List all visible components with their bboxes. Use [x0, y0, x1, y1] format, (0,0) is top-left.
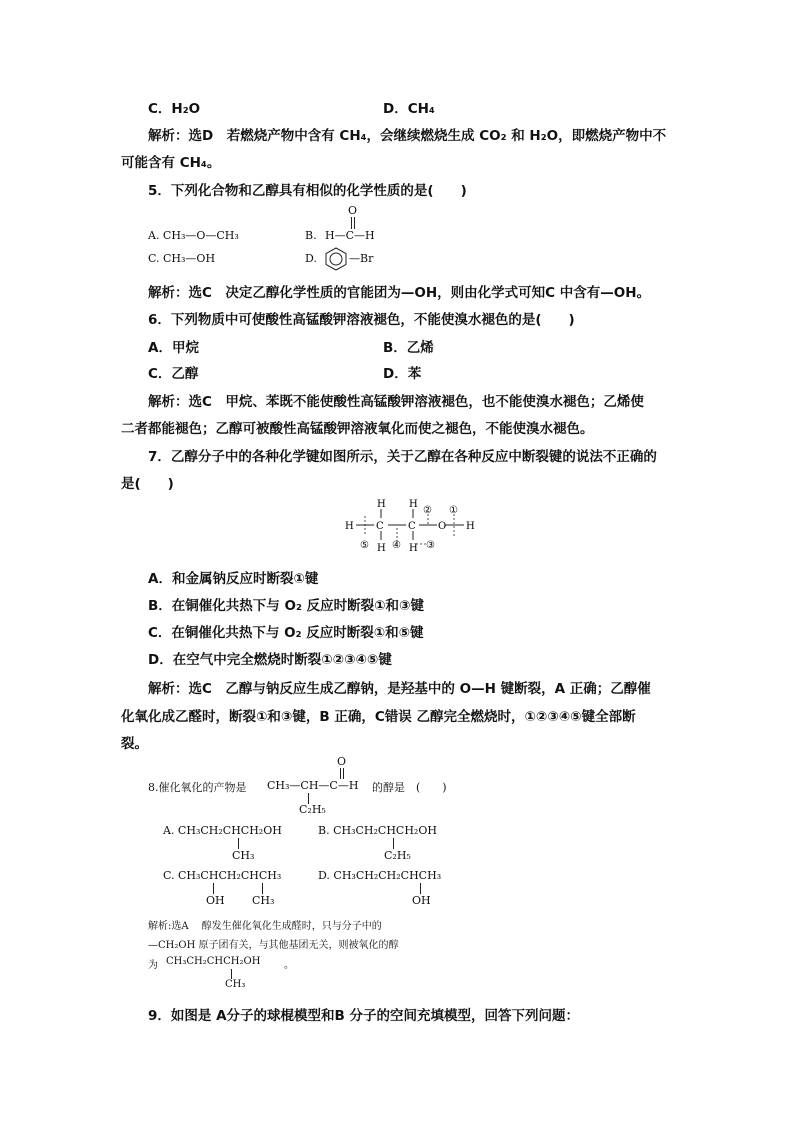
q8-explanation-branch — [231, 969, 233, 979]
q8-explanation-line3-prefix: 为 — [148, 960, 158, 971]
q6-explanation-line2: 二者都能褪色；乙醇可被酸性高锰酸钾溶液氧化而使之褪色，不能使溴水褪色。 — [121, 421, 594, 437]
q8-stem-double-bond-2 — [343, 768, 345, 779]
q8-option-c-substituent-1: OH — [206, 894, 225, 907]
atom-h: H — [466, 521, 475, 532]
q4-explanation-line1: 解析：选D 若燃烧产物中含有 CH₄，会继续燃烧生成 CO₂ 和 H₂O，即燃烧产物中不 — [148, 128, 667, 144]
q8-option-b-branch — [393, 838, 395, 849]
q8-option-d-substituent: OH — [412, 894, 431, 907]
atom-h: H — [377, 499, 386, 510]
atom-o: O — [438, 521, 447, 532]
q7-option-a: A．和金属钠反应时断裂①键 — [148, 571, 319, 587]
ethanol-bond-diagram — [340, 496, 485, 556]
q4-explanation-line2: 可能含有 CH₄。 — [121, 155, 221, 171]
q6-explanation-line1: 解析：选C 甲烷、苯既不能使酸性高锰酸钾溶液褪色，也不能使溴水褪色；乙烯使 — [148, 394, 644, 410]
q4-option-c: C．H₂O — [148, 101, 201, 117]
q5-option-d-br: —Br — [349, 252, 374, 265]
q7-explanation-line2: 化氧化成乙醛时，断裂①和③键，B 正确，C错误 乙醇完全燃烧时，①②③④⑤键全部断 — [121, 709, 636, 725]
bond-number-2: ② — [423, 505, 432, 516]
atom-h: H — [345, 521, 354, 532]
q8-option-c: C. CH₃CHCH₂CHCH₃ — [163, 869, 282, 882]
benzene-ring-icon — [323, 246, 349, 272]
q8-explanation-formula: CH₃CH₂CHCH₂OH — [166, 956, 261, 967]
q8-explanation-line3-suffix: 。 — [284, 960, 294, 971]
q8-stem-substituent: C₂H₅ — [299, 803, 326, 816]
q8-option-d-branch — [420, 883, 422, 894]
atom-h: H — [409, 543, 418, 554]
q5-option-d-label: D. — [305, 252, 317, 265]
atom-h: H — [409, 499, 418, 510]
q8-stem-formula: CH₃—CH—C—H — [267, 779, 359, 792]
q8-stem-double-bond — [340, 768, 342, 779]
q8-stem-prefix: 8.催化氧化的产物是 — [148, 781, 247, 794]
q8-explanation-line1: 解析:选A 醇发生催化氧化生成醛时，只与分子中的 — [148, 921, 382, 932]
bond-number-4: ④ — [392, 540, 401, 551]
q6-stem: 6．下列物质中可使酸性高锰酸钾溶液褪色，不能使溴水褪色的是( ) — [148, 312, 575, 328]
q8-option-b: B. CH₃CH₂CHCH₂OH — [318, 824, 437, 837]
q8-option-a: A. CH₃CH₂CHCH₂OH — [163, 824, 282, 837]
q6-option-a: A．甲烷 — [148, 340, 199, 356]
q8-stem-oxygen: O — [337, 755, 347, 768]
q5-option-b-formula: H—C—H — [325, 229, 375, 242]
q7-option-d: D．在空气中完全燃烧时断裂①②③④⑤键 — [148, 652, 392, 668]
q8-option-c-branch-1 — [213, 883, 215, 894]
q7-explanation-line1: 解析：选C 乙醇与钠反应生成乙醇钠，是羟基中的 O—H 键断裂，A 正确；乙醇催 — [148, 681, 651, 697]
q5-option-b-double-bond-2 — [354, 217, 356, 229]
q7-stem-line1: 7．乙醇分子中的各种化学键如图所示，关于乙醇在各种反应中断裂键的说法不正确的 — [148, 449, 657, 465]
q7-option-c: C．在铜催化共热下与 O₂ 反应时断裂①和⑤键 — [148, 625, 424, 641]
bond-number-5: ⑤ — [360, 540, 369, 551]
q8-stem-suffix: 的醇是 ( ) — [372, 781, 447, 794]
q9-stem: 9．如图是 A分子的球棍模型和B 分子的空间充填模型，回答下列问题： — [148, 1008, 580, 1024]
atom-h: H — [377, 543, 386, 554]
q4-option-d: D．CH₄ — [383, 101, 435, 117]
bond-number-3: ③ — [426, 540, 435, 551]
q6-option-d: D．苯 — [383, 366, 422, 382]
q8-option-b-substituent: C₂H₅ — [384, 849, 411, 862]
q5-option-b-double-bond — [351, 217, 353, 229]
q5-option-c: C. CH₃—OH — [148, 252, 216, 265]
q5-stem: 5．下列化合物和乙醇具有相似的化学性质的是( ) — [148, 183, 467, 199]
q7-option-b: B．在铜催化共热下与 O₂ 反应时断裂①和③键 — [148, 598, 424, 614]
q6-option-b: B．乙烯 — [383, 340, 434, 356]
q8-option-d: D. CH₃CH₂CH₂CHCH₃ — [318, 869, 442, 882]
atom-c1: C — [376, 521, 384, 532]
q8-explanation-substituent: CH₃ — [225, 979, 246, 990]
q7-stem-line2: 是( ) — [121, 476, 174, 492]
q8-option-c-substituent-2: CH₃ — [252, 894, 275, 907]
q5-option-b-oxygen: O — [348, 204, 358, 217]
q8-option-a-branch — [238, 838, 240, 849]
q8-option-a-substituent: CH₃ — [232, 849, 255, 862]
q6-option-c: C．乙醇 — [148, 366, 199, 382]
q7-explanation-line3: 裂。 — [121, 736, 148, 752]
q5-explanation: 解析：选C 决定乙醇化学性质的官能团为—OH，则由化学式可知C 中含有—OH。 — [148, 285, 651, 301]
q5-option-b-label: B. — [305, 229, 317, 242]
atom-c2: C — [408, 521, 416, 532]
q5-option-a: A. CH₃—O—CH₃ — [148, 229, 239, 242]
q8-option-c-branch-2 — [262, 883, 264, 894]
bond-number-1: ① — [449, 505, 458, 516]
q8-explanation-line2: —CH₂OH 原子团有关，与其他基团无关，则被氧化的醇 — [148, 940, 399, 951]
